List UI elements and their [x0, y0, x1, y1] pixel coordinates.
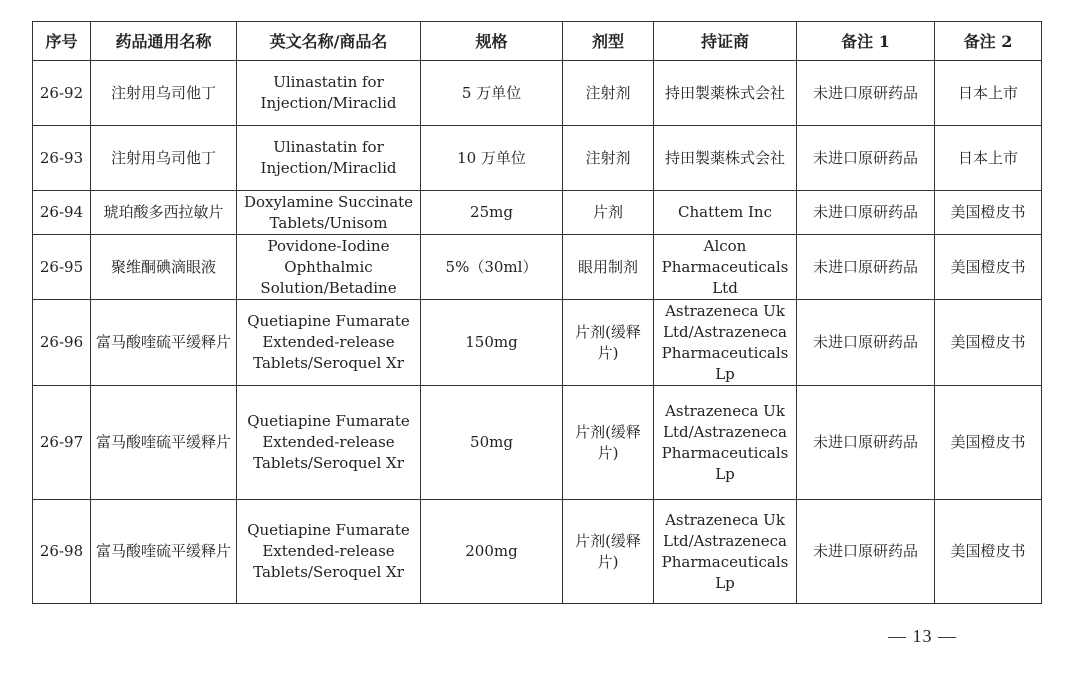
cell-serial: 26-96 — [33, 300, 91, 386]
table-row — [33, 500, 1042, 604]
cell-spec: 150mg — [421, 300, 563, 386]
cell-spec: 5%（30ml） — [421, 235, 563, 300]
table-header-row — [33, 22, 1042, 61]
cell-note-2: 日本上市 — [935, 61, 1042, 126]
cell-serial: 26-95 — [33, 235, 91, 300]
cell-dosage-form: 片剂 — [563, 191, 654, 235]
col-header-spec: 规格 — [421, 22, 563, 61]
cell-note-2: 美国橙皮书 — [935, 500, 1042, 604]
cell-dosage-form: 注射剂 — [563, 61, 654, 126]
cell-generic-name: 富马酸喹硫平缓释片 — [91, 300, 237, 386]
cell-note-2: 美国橙皮书 — [935, 191, 1042, 235]
cell-holder: Astrazeneca Uk Ltd/Astrazeneca Pharmaceuticals Lp — [654, 386, 797, 500]
cell-generic-name: 聚维酮碘滴眼液 — [91, 235, 237, 300]
col-header-english-name: 英文名称/商品名 — [237, 22, 421, 61]
cell-english-name: Quetiapine Fumarate Extended-release Tablets/Seroquel Xr — [237, 386, 421, 500]
page-number: — 13 — — [888, 626, 957, 646]
cell-spec: 50mg — [421, 386, 563, 500]
cell-serial: 26-97 — [33, 386, 91, 500]
table-row — [33, 235, 1042, 300]
cell-spec: 25mg — [421, 191, 563, 235]
cell-english-name: Ulinastatin for Injection/Miraclid — [237, 61, 421, 126]
col-header-generic-name: 药品通用名称 — [91, 22, 237, 61]
cell-note-1: 未进口原研药品 — [797, 191, 935, 235]
table-row — [33, 191, 1042, 235]
cell-english-name: Povidone-Iodine Ophthalmic Solution/Betadine — [237, 235, 421, 300]
table-row — [33, 300, 1042, 386]
cell-english-name: Ulinastatin for Injection/Miraclid — [237, 126, 421, 191]
cell-note-1: 未进口原研药品 — [797, 61, 935, 126]
col-header-dosage-form: 剂型 — [563, 22, 654, 61]
cell-spec: 200mg — [421, 500, 563, 604]
cell-generic-name: 注射用乌司他丁 — [91, 126, 237, 191]
cell-serial: 26-98 — [33, 500, 91, 604]
table-row — [33, 126, 1042, 191]
col-header-note-2: 备注 2 — [935, 22, 1042, 61]
cell-serial: 26-93 — [33, 126, 91, 191]
table-row — [33, 386, 1042, 500]
cell-dosage-form: 眼用制剂 — [563, 235, 654, 300]
cell-generic-name: 富马酸喹硫平缓释片 — [91, 500, 237, 604]
cell-spec: 10 万单位 — [421, 126, 563, 191]
cell-generic-name: 富马酸喹硫平缓释片 — [91, 386, 237, 500]
cell-dosage-form: 片剂(缓释片) — [563, 386, 654, 500]
col-header-holder: 持证商 — [654, 22, 797, 61]
table-row — [33, 61, 1042, 126]
cell-note-1: 未进口原研药品 — [797, 235, 935, 300]
cell-holder: Chattem Inc — [654, 191, 797, 235]
cell-serial: 26-92 — [33, 61, 91, 126]
cell-note-1: 未进口原研药品 — [797, 500, 935, 604]
cell-dosage-form: 片剂(缓释片) — [563, 300, 654, 386]
cell-generic-name: 注射用乌司他丁 — [91, 61, 237, 126]
cell-serial: 26-94 — [33, 191, 91, 235]
cell-holder: Astrazeneca Uk Ltd/Astrazeneca Pharmaceuticals Lp — [654, 500, 797, 604]
cell-note-2: 美国橙皮书 — [935, 300, 1042, 386]
cell-note-2: 日本上市 — [935, 126, 1042, 191]
cell-note-1: 未进口原研药品 — [797, 300, 935, 386]
cell-spec: 5 万单位 — [421, 61, 563, 126]
cell-holder: Alcon Pharmaceuticals Ltd — [654, 235, 797, 300]
col-header-note-1: 备注 1 — [797, 22, 935, 61]
cell-note-1: 未进口原研药品 — [797, 126, 935, 191]
cell-note-2: 美国橙皮书 — [935, 386, 1042, 500]
cell-holder: 持田製薬株式会社 — [654, 126, 797, 191]
cell-english-name: Quetiapine Fumarate Extended-release Tablets/Seroquel Xr — [237, 500, 421, 604]
cell-english-name: Quetiapine Fumarate Extended-release Tablets/Seroquel Xr — [237, 300, 421, 386]
cell-holder: Astrazeneca Uk Ltd/Astrazeneca Pharmaceuticals Lp — [654, 300, 797, 386]
cell-generic-name: 琥珀酸多西拉敏片 — [91, 191, 237, 235]
drug-list-table — [32, 21, 1042, 604]
col-header-serial: 序号 — [33, 22, 91, 61]
cell-holder: 持田製薬株式会社 — [654, 61, 797, 126]
cell-dosage-form: 注射剂 — [563, 126, 654, 191]
cell-note-1: 未进口原研药品 — [797, 386, 935, 500]
cell-dosage-form: 片剂(缓释片) — [563, 500, 654, 604]
cell-english-name: Doxylamine Succinate Tablets/Unisom — [237, 191, 421, 235]
cell-note-2: 美国橙皮书 — [935, 235, 1042, 300]
